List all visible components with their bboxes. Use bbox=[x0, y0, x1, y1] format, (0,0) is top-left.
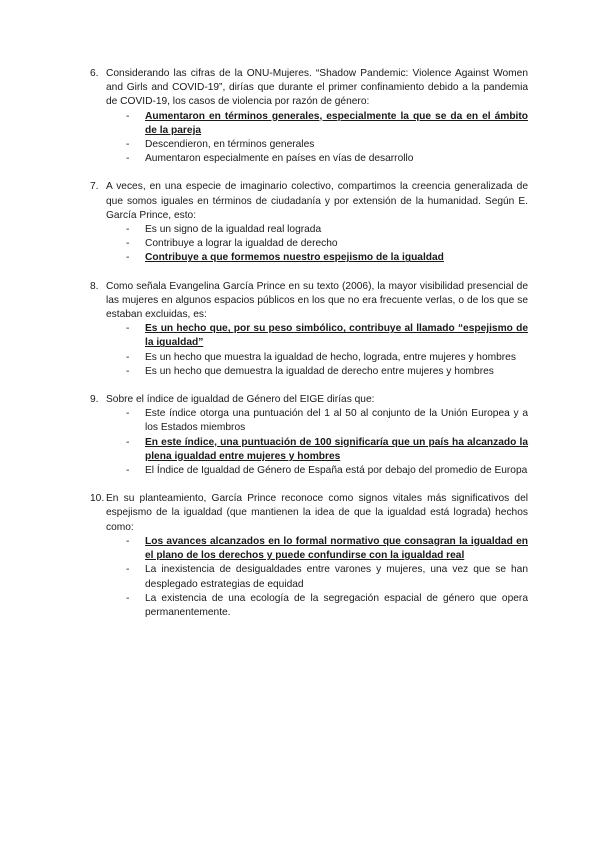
question-7 bbox=[90, 180, 528, 265]
answer-text: Este índice otorga una puntuación del 1 al 50 al conjunto de la Unión Europea y a los Estados miembros bbox=[145, 408, 528, 434]
bullet-dash: - bbox=[126, 592, 130, 604]
answer-text: Es un hecho que, por su peso simbólico, contribuye al llamado “espejismo de la igualdad” bbox=[145, 323, 528, 349]
answer-option bbox=[126, 152, 528, 166]
bullet-dash: - bbox=[126, 351, 130, 363]
bullet-dash: - bbox=[126, 139, 130, 151]
answer-option-correct bbox=[126, 251, 528, 265]
answer-text: Contribuye a que formemos nuestro espejismo de la igualdad bbox=[145, 252, 444, 264]
question-text: Considerando las cifras de la ONU-Mujeres. “Shadow Pandemic: Violence Against Women and Girls and COVID-19”, dirías que durante el primer confinamiento debido a la pandemia de COVID-19, los casos de violencia por razón de género: bbox=[106, 68, 528, 108]
question-number: 10. bbox=[90, 493, 105, 505]
answer-text: Es un hecho que demuestra la igualdad de derecho entre mujeres y hombres bbox=[145, 365, 494, 377]
question-6 bbox=[90, 67, 528, 166]
bullet-dash: - bbox=[126, 535, 130, 547]
answer-text: En este índice, una puntuación de 100 significaría que un país ha alcanzado la plena igualdad entre mujeres y hombres bbox=[145, 436, 528, 462]
answer-text: Aumentaron especialmente en países en vías de desarrollo bbox=[145, 153, 414, 165]
answer-options bbox=[126, 110, 528, 167]
answer-options bbox=[126, 322, 528, 379]
answer-text: El Índice de Igualdad de Género de España está por debajo del promedio de Europa bbox=[145, 465, 528, 477]
answer-option-correct bbox=[126, 110, 528, 138]
question-text: Como señala Evangelina García Prince en su texto (2006), la mayor visibilidad presencial de las mujeres en algunos espacios públicos en los que no era frecuente verlas, o de los que se estaban excluidas, es: bbox=[106, 280, 528, 321]
bullet-dash: - bbox=[126, 436, 130, 448]
answer-option bbox=[126, 365, 528, 379]
answer-option-correct bbox=[126, 535, 528, 563]
question-text: Sobre el índice de igualdad de Género del EIGE dirías que: bbox=[106, 394, 375, 406]
bullet-dash: - bbox=[126, 465, 130, 477]
answer-option bbox=[126, 464, 528, 478]
answer-options bbox=[126, 407, 528, 478]
bullet-dash: - bbox=[126, 365, 130, 377]
question-8 bbox=[90, 280, 528, 379]
bullet-dash: - bbox=[126, 323, 130, 335]
question-number: 6. bbox=[90, 68, 99, 79]
bullet-dash: - bbox=[126, 224, 130, 236]
question-number: 9. bbox=[90, 394, 99, 406]
answer-option bbox=[126, 223, 528, 237]
question-text: A veces, en una especie de imaginario colectivo, compartimos la creencia generalizada de que somos iguales en términos de ciudadanía y por extensión de la humanidad. Según E. García Prince, esto: bbox=[106, 181, 528, 221]
answer-text: Contribuye a lograr la igualdad de derecho bbox=[145, 238, 338, 250]
answer-option bbox=[126, 563, 528, 591]
answer-text: Es un hecho que muestra la igualdad de hecho, lograda, entre mujeres y hombres bbox=[145, 351, 516, 363]
bullet-dash: - bbox=[126, 238, 130, 250]
question-9 bbox=[90, 393, 528, 478]
question-number: 7. bbox=[90, 181, 99, 193]
answer-text: Aumentaron en términos generales, especialmente la que se da en el ámbito de la pareja bbox=[145, 110, 528, 136]
question-number: 8. bbox=[90, 280, 99, 292]
answer-text: La existencia de una ecología de la segregación espacial de género que opera permanentemente. bbox=[145, 592, 528, 618]
bullet-dash: - bbox=[126, 408, 130, 420]
bullet-dash: - bbox=[126, 153, 130, 165]
answer-option bbox=[126, 592, 528, 620]
bullet-dash: - bbox=[126, 110, 130, 122]
answer-text: Es un signo de la igualdad real lograda bbox=[145, 224, 322, 236]
answer-options bbox=[126, 223, 528, 266]
answer-option bbox=[126, 138, 528, 152]
answer-text: La inexistencia de desigualdades entre varones y mujeres, una vez que se han desplegado estrategias de equidad bbox=[145, 564, 528, 590]
answer-text: Descendieron, en términos generales bbox=[145, 139, 315, 151]
document-page bbox=[90, 67, 528, 634]
answer-options bbox=[126, 535, 528, 620]
answer-option bbox=[126, 237, 528, 251]
answer-text: Los avances alcanzados en lo formal normativo que consagran la igualdad en el plano de los derechos y puede confundirse con la igualdad real bbox=[145, 535, 528, 562]
question-10 bbox=[90, 492, 528, 620]
question-text: En su planteamiento, García Prince reconoce como signos vitales más significativos del espejismo de la igualdad (que mantienen la idea de que la igualdad está lograda) hechos como: bbox=[106, 493, 528, 533]
bullet-dash: - bbox=[126, 564, 130, 576]
answer-option-correct bbox=[126, 322, 528, 350]
answer-option bbox=[126, 351, 528, 365]
answer-option-correct bbox=[126, 436, 528, 464]
answer-option bbox=[126, 407, 528, 435]
bullet-dash: - bbox=[126, 252, 130, 264]
